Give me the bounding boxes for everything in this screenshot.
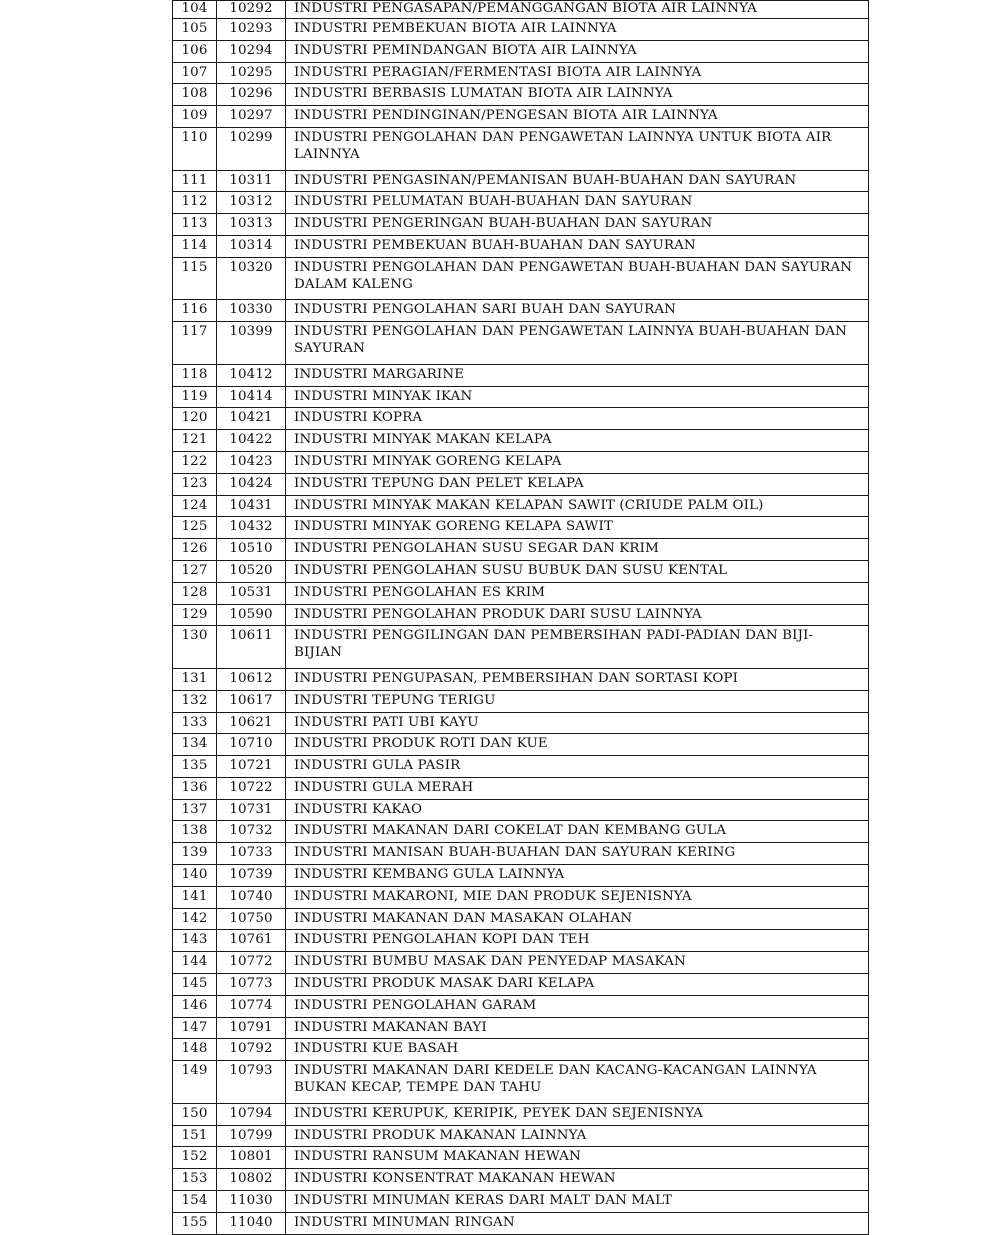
- table-row: [173, 668, 869, 690]
- industry-description-cell: INDUSTRI PENGOLAHAN ES KRIM: [286, 582, 869, 604]
- row-number-cell: 116: [173, 300, 217, 322]
- table-row: [173, 1169, 869, 1191]
- row-number-cell: 136: [173, 777, 217, 799]
- row-number-cell: 109: [173, 106, 217, 128]
- kbli-code-cell: 10710: [217, 734, 286, 756]
- kbli-code-cell: 10761: [217, 930, 286, 952]
- table-row: [173, 322, 869, 365]
- industry-description-cell: INDUSTRI PENGOLAHAN SARI BUAH DAN SAYURAN: [286, 300, 869, 322]
- table-row: [173, 214, 869, 236]
- table-row: [173, 257, 869, 300]
- industry-description-cell: INDUSTRI PEMBEKUAN BUAH-BUAHAN DAN SAYURAN: [286, 235, 869, 257]
- row-number-cell: 111: [173, 170, 217, 192]
- kbli-code-cell: 10399: [217, 322, 286, 365]
- table-row: [173, 19, 869, 41]
- row-number-cell: 125: [173, 517, 217, 539]
- table-row: [173, 539, 869, 561]
- industry-description-cell: INDUSTRI MANISAN BUAH-BUAHAN DAN SAYURAN KERING: [286, 843, 869, 865]
- kbli-code-cell: 10772: [217, 952, 286, 974]
- table-row: [173, 712, 869, 734]
- industry-description-cell: INDUSTRI PRODUK MAKANAN LAINNYA: [286, 1125, 869, 1147]
- row-number-cell: 113: [173, 214, 217, 236]
- table-row: [173, 604, 869, 626]
- industry-description-cell: INDUSTRI MINYAK MAKAN KELAPA: [286, 430, 869, 452]
- kbli-code-cell: 10621: [217, 712, 286, 734]
- table-row: [173, 364, 869, 386]
- industry-description-cell: INDUSTRI PENGOLAHAN DAN PENGAWETAN LAINNYA BUAH-BUAHAN DAN SAYURAN: [286, 322, 869, 365]
- industry-code-table: [172, 0, 869, 1235]
- row-number-cell: 124: [173, 495, 217, 517]
- industry-description-cell: INDUSTRI PRODUK ROTI DAN KUE: [286, 734, 869, 756]
- industry-description-cell: INDUSTRI PENDINGINAN/PENGESAN BIOTA AIR LAINNYA: [286, 106, 869, 128]
- table-row: [173, 560, 869, 582]
- industry-description-cell: INDUSTRI MAKANAN DARI COKELAT DAN KEMBANG GULA: [286, 821, 869, 843]
- kbli-code-cell: 10330: [217, 300, 286, 322]
- industry-description-cell: INDUSTRI PENGERINGAN BUAH-BUAHAN DAN SAYURAN: [286, 214, 869, 236]
- kbli-code-cell: 10431: [217, 495, 286, 517]
- row-number-cell: 107: [173, 62, 217, 84]
- kbli-code-cell: 10732: [217, 821, 286, 843]
- row-number-cell: 151: [173, 1125, 217, 1147]
- industry-description-cell: INDUSTRI KEMBANG GULA LAINNYA: [286, 865, 869, 887]
- row-number-cell: 121: [173, 430, 217, 452]
- industry-description-cell: INDUSTRI MAKANAN DARI KEDELE DAN KACANG-KACANGAN LAINNYA BUKAN KECAP, TEMPE DAN TAHU: [286, 1061, 869, 1104]
- row-number-cell: 126: [173, 539, 217, 561]
- table-row: [173, 1103, 869, 1125]
- table-row: [173, 843, 869, 865]
- kbli-code-cell: 10292: [217, 1, 286, 19]
- table-row: [173, 995, 869, 1017]
- row-number-cell: 153: [173, 1169, 217, 1191]
- table-row: [173, 192, 869, 214]
- kbli-code-cell: 10412: [217, 364, 286, 386]
- kbli-code-cell: 10421: [217, 408, 286, 430]
- kbli-code-cell: 10314: [217, 235, 286, 257]
- row-number-cell: 141: [173, 886, 217, 908]
- table-row: [173, 451, 869, 473]
- kbli-code-cell: 10590: [217, 604, 286, 626]
- kbli-code-cell: 10297: [217, 106, 286, 128]
- kbli-code-cell: 10774: [217, 995, 286, 1017]
- industry-description-cell: INDUSTRI GULA PASIR: [286, 756, 869, 778]
- industry-description-cell: INDUSTRI MINYAK GORENG KELAPA: [286, 451, 869, 473]
- industry-description-cell: INDUSTRI KAKAO: [286, 799, 869, 821]
- table-row: [173, 127, 869, 170]
- kbli-code-cell: 10799: [217, 1125, 286, 1147]
- industry-description-cell: INDUSTRI MINUMAN KERAS DARI MALT DAN MALT: [286, 1191, 869, 1213]
- table-row: [173, 626, 869, 669]
- kbli-code-cell: 10313: [217, 214, 286, 236]
- row-number-cell: 135: [173, 756, 217, 778]
- table-row: [173, 430, 869, 452]
- table-row: [173, 1125, 869, 1147]
- table-row: [173, 170, 869, 192]
- row-number-cell: 152: [173, 1147, 217, 1169]
- industry-description-cell: INDUSTRI PENGOLAHAN DAN PENGAWETAN LAINNYA UNTUK BIOTA AIR LAINNYA: [286, 127, 869, 170]
- industry-description-cell: INDUSTRI PENGUPASAN, PEMBERSIHAN DAN SORTASI KOPI: [286, 668, 869, 690]
- kbli-code-cell: 10722: [217, 777, 286, 799]
- table-body: [173, 1, 869, 1235]
- table-row: [173, 908, 869, 930]
- table-row: [173, 756, 869, 778]
- document-page: [172, 0, 868, 1235]
- industry-description-cell: INDUSTRI PENGASAPAN/PEMANGGANGAN BIOTA AIR LAINNYA: [286, 1, 869, 19]
- kbli-code-cell: 10311: [217, 170, 286, 192]
- kbli-code-cell: 10299: [217, 127, 286, 170]
- table-row: [173, 821, 869, 843]
- industry-description-cell: INDUSTRI MAKANAN DAN MASAKAN OLAHAN: [286, 908, 869, 930]
- table-row: [173, 886, 869, 908]
- industry-description-cell: INDUSTRI PEMBEKUAN BIOTA AIR LAINNYA: [286, 19, 869, 41]
- industry-description-cell: INDUSTRI PENGOLAHAN DAN PENGAWETAN BUAH-BUAHAN DAN SAYURAN DALAM KALENG: [286, 257, 869, 300]
- table-row: [173, 408, 869, 430]
- row-number-cell: 106: [173, 40, 217, 62]
- row-number-cell: 130: [173, 626, 217, 669]
- kbli-code-cell: 10295: [217, 62, 286, 84]
- kbli-code-cell: 10531: [217, 582, 286, 604]
- industry-description-cell: INDUSTRI MAKARONI, MIE DAN PRODUK SEJENISNYA: [286, 886, 869, 908]
- row-number-cell: 128: [173, 582, 217, 604]
- kbli-code-cell: 10320: [217, 257, 286, 300]
- row-number-cell: 150: [173, 1103, 217, 1125]
- kbli-code-cell: 10296: [217, 84, 286, 106]
- kbli-code-cell: 10294: [217, 40, 286, 62]
- table-row: [173, 865, 869, 887]
- kbli-code-cell: 10793: [217, 1061, 286, 1104]
- table-row: [173, 582, 869, 604]
- industry-description-cell: INDUSTRI MAKANAN BAYI: [286, 1017, 869, 1039]
- industry-description-cell: INDUSTRI MINUMAN RINGAN: [286, 1212, 869, 1234]
- table-row: [173, 1147, 869, 1169]
- table-row: [173, 1039, 869, 1061]
- row-number-cell: 143: [173, 930, 217, 952]
- row-number-cell: 115: [173, 257, 217, 300]
- table-row: [173, 84, 869, 106]
- kbli-code-cell: 10791: [217, 1017, 286, 1039]
- table-row: [173, 930, 869, 952]
- kbli-code-cell: 10617: [217, 690, 286, 712]
- kbli-code-cell: 10612: [217, 668, 286, 690]
- kbli-code-cell: 10801: [217, 1147, 286, 1169]
- table-row: [173, 1, 869, 19]
- industry-description-cell: INDUSTRI PENGOLAHAN PRODUK DARI SUSU LAINNYA: [286, 604, 869, 626]
- table-row: [173, 235, 869, 257]
- kbli-code-cell: 10739: [217, 865, 286, 887]
- industry-description-cell: INDUSTRI PENGASINAN/PEMANISAN BUAH-BUAHAN DAN SAYURAN: [286, 170, 869, 192]
- row-number-cell: 122: [173, 451, 217, 473]
- industry-description-cell: INDUSTRI BUMBU MASAK DAN PENYEDAP MASAKAN: [286, 952, 869, 974]
- kbli-code-cell: 10731: [217, 799, 286, 821]
- row-number-cell: 146: [173, 995, 217, 1017]
- row-number-cell: 127: [173, 560, 217, 582]
- kbli-code-cell: 10424: [217, 473, 286, 495]
- industry-description-cell: INDUSTRI KUE BASAH: [286, 1039, 869, 1061]
- table-row: [173, 495, 869, 517]
- industry-description-cell: INDUSTRI KOPRA: [286, 408, 869, 430]
- industry-description-cell: INDUSTRI TEPUNG TERIGU: [286, 690, 869, 712]
- kbli-code-cell: 10794: [217, 1103, 286, 1125]
- kbli-code-cell: 10432: [217, 517, 286, 539]
- industry-description-cell: INDUSTRI TEPUNG DAN PELET KELAPA: [286, 473, 869, 495]
- row-number-cell: 137: [173, 799, 217, 821]
- industry-description-cell: INDUSTRI PELUMATAN BUAH-BUAHAN DAN SAYURAN: [286, 192, 869, 214]
- row-number-cell: 144: [173, 952, 217, 974]
- industry-description-cell: INDUSTRI PERAGIAN/FERMENTASI BIOTA AIR LAINNYA: [286, 62, 869, 84]
- kbli-code-cell: 10312: [217, 192, 286, 214]
- row-number-cell: 131: [173, 668, 217, 690]
- table-row: [173, 690, 869, 712]
- row-number-cell: 129: [173, 604, 217, 626]
- row-number-cell: 147: [173, 1017, 217, 1039]
- row-number-cell: 123: [173, 473, 217, 495]
- table-row: [173, 952, 869, 974]
- row-number-cell: 148: [173, 1039, 217, 1061]
- row-number-cell: 118: [173, 364, 217, 386]
- table-row: [173, 386, 869, 408]
- kbli-code-cell: 10414: [217, 386, 286, 408]
- industry-description-cell: INDUSTRI PATI UBI KAYU: [286, 712, 869, 734]
- industry-description-cell: INDUSTRI BERBASIS LUMATAN BIOTA AIR LAINNYA: [286, 84, 869, 106]
- kbli-code-cell: 10773: [217, 974, 286, 996]
- kbli-code-cell: 11040: [217, 1212, 286, 1234]
- table-row: [173, 734, 869, 756]
- table-row: [173, 1212, 869, 1234]
- industry-description-cell: INDUSTRI PENGOLAHAN SUSU BUBUK DAN SUSU KENTAL: [286, 560, 869, 582]
- industry-description-cell: INDUSTRI PENGOLAHAN SUSU SEGAR DAN KRIM: [286, 539, 869, 561]
- row-number-cell: 114: [173, 235, 217, 257]
- row-number-cell: 140: [173, 865, 217, 887]
- industry-description-cell: INDUSTRI GULA MERAH: [286, 777, 869, 799]
- row-number-cell: 138: [173, 821, 217, 843]
- industry-description-cell: INDUSTRI MARGARINE: [286, 364, 869, 386]
- table-row: [173, 1061, 869, 1104]
- industry-description-cell: INDUSTRI RANSUM MAKANAN HEWAN: [286, 1147, 869, 1169]
- row-number-cell: 120: [173, 408, 217, 430]
- kbli-code-cell: 10733: [217, 843, 286, 865]
- table-row: [173, 1017, 869, 1039]
- row-number-cell: 145: [173, 974, 217, 996]
- industry-description-cell: INDUSTRI MINYAK MAKAN KELAPAN SAWIT (CRIUDE PALM OIL): [286, 495, 869, 517]
- industry-description-cell: INDUSTRI MINYAK IKAN: [286, 386, 869, 408]
- row-number-cell: 105: [173, 19, 217, 41]
- kbli-code-cell: 11030: [217, 1191, 286, 1213]
- row-number-cell: 149: [173, 1061, 217, 1104]
- table-row: [173, 777, 869, 799]
- industry-description-cell: INDUSTRI KERUPUK, KERIPIK, PEYEK DAN SEJENISNYA: [286, 1103, 869, 1125]
- table-row: [173, 974, 869, 996]
- table-row: [173, 106, 869, 128]
- kbli-code-cell: 10520: [217, 560, 286, 582]
- row-number-cell: 139: [173, 843, 217, 865]
- kbli-code-cell: 10721: [217, 756, 286, 778]
- table-row: [173, 799, 869, 821]
- row-number-cell: 117: [173, 322, 217, 365]
- table-row: [173, 1191, 869, 1213]
- row-number-cell: 119: [173, 386, 217, 408]
- row-number-cell: 154: [173, 1191, 217, 1213]
- row-number-cell: 133: [173, 712, 217, 734]
- industry-description-cell: INDUSTRI PENGOLAHAN GARAM: [286, 995, 869, 1017]
- kbli-code-cell: 10422: [217, 430, 286, 452]
- row-number-cell: 108: [173, 84, 217, 106]
- kbli-code-cell: 10740: [217, 886, 286, 908]
- row-number-cell: 132: [173, 690, 217, 712]
- kbli-code-cell: 10510: [217, 539, 286, 561]
- industry-description-cell: INDUSTRI PRODUK MASAK DARI KELAPA: [286, 974, 869, 996]
- row-number-cell: 142: [173, 908, 217, 930]
- kbli-code-cell: 10293: [217, 19, 286, 41]
- kbli-code-cell: 10750: [217, 908, 286, 930]
- row-number-cell: 110: [173, 127, 217, 170]
- table-row: [173, 473, 869, 495]
- table-row: [173, 300, 869, 322]
- table-row: [173, 62, 869, 84]
- industry-description-cell: INDUSTRI PEMINDANGAN BIOTA AIR LAINNYA: [286, 40, 869, 62]
- kbli-code-cell: 10423: [217, 451, 286, 473]
- industry-description-cell: INDUSTRI KONSENTRAT MAKANAN HEWAN: [286, 1169, 869, 1191]
- table-row: [173, 40, 869, 62]
- kbli-code-cell: 10802: [217, 1169, 286, 1191]
- row-number-cell: 155: [173, 1212, 217, 1234]
- table-row: [173, 517, 869, 539]
- industry-description-cell: INDUSTRI MINYAK GORENG KELAPA SAWIT: [286, 517, 869, 539]
- kbli-code-cell: 10792: [217, 1039, 286, 1061]
- industry-description-cell: INDUSTRI PENGGILINGAN DAN PEMBERSIHAN PADI-PADIAN DAN BIJI-BIJIAN: [286, 626, 869, 669]
- row-number-cell: 134: [173, 734, 217, 756]
- row-number-cell: 104: [173, 1, 217, 19]
- row-number-cell: 112: [173, 192, 217, 214]
- industry-description-cell: INDUSTRI PENGOLAHAN KOPI DAN TEH: [286, 930, 869, 952]
- kbli-code-cell: 10611: [217, 626, 286, 669]
